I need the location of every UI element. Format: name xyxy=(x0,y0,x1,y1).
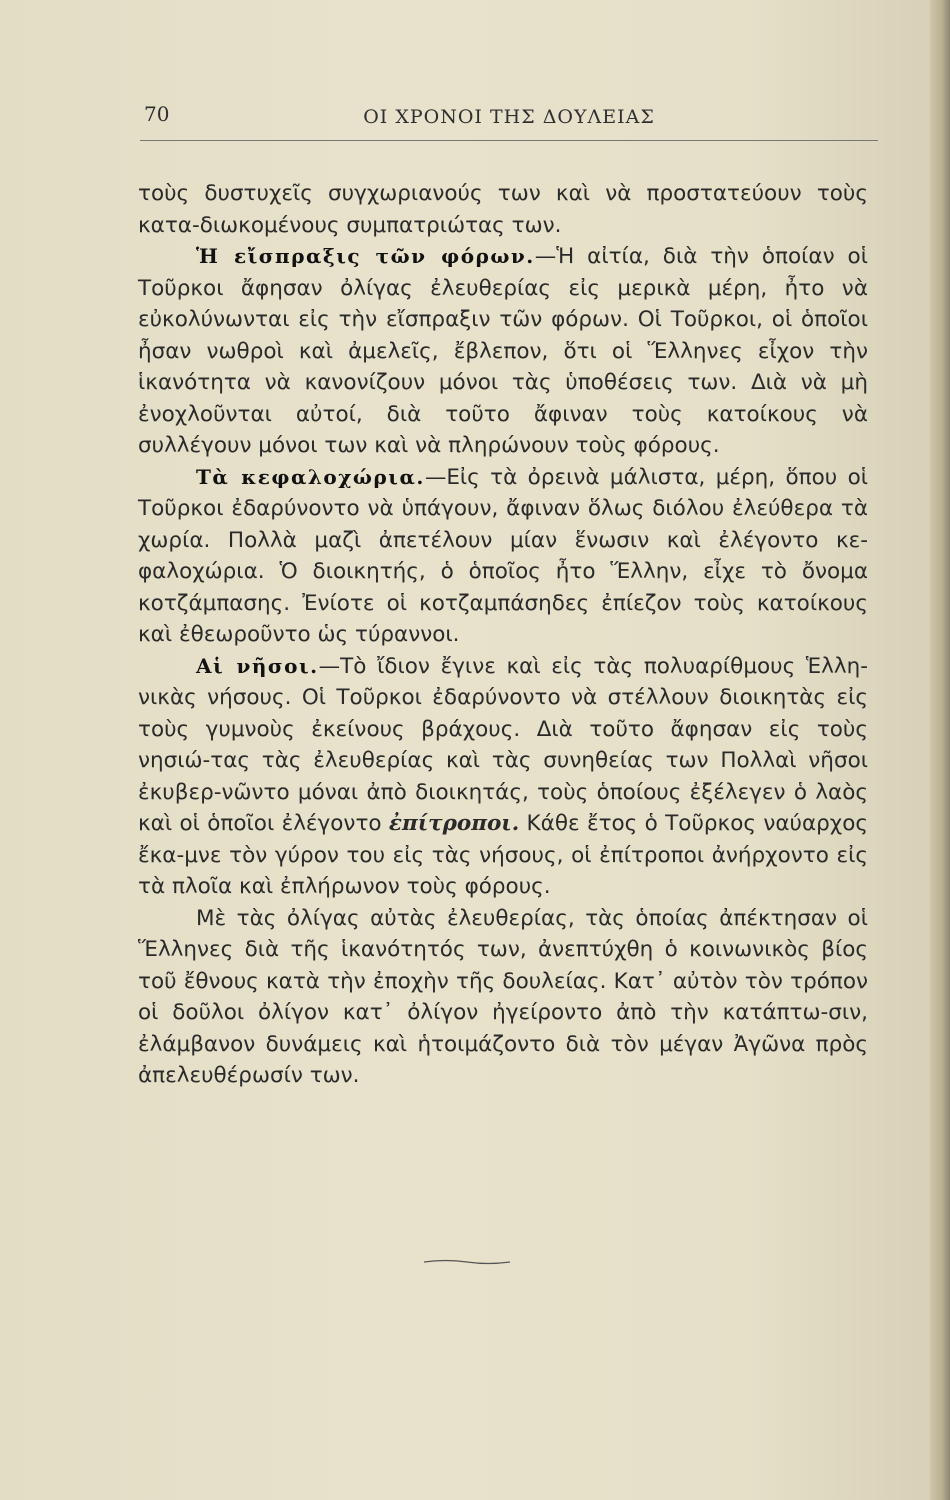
paragraph-text: τοὺς δυστυχεῖς συγχωριανούς των καὶ νὰ προστατεύουν τοὺς κατα-διωκομένους συμπατριώτας των. xyxy=(138,181,868,238)
running-title: ΟΙ ΧΡΟΝΟΙ ΤΗΣ ΔΟΥΛΕΙΑΣ xyxy=(363,106,655,128)
end-ornament xyxy=(422,1257,512,1267)
paragraph-text: —Εἰς τὰ ὀρεινὰ μάλιστα, μέρη, ὅπου οἱ Τοῦρκοι ἐδαρύνοντο νὰ ὑπάγουν, ἄφιναν ὅλως διόλου ἐλεύθερα τὰ χωρία. Πολλὰ μαζὶ ἀπετέλουν μίαν ἕνωσιν καὶ ἐλέγοντο κε-φαλοχώρια. Ὁ διοικητής, ὁ ὁποῖος ἦτο Ἕλλην, εἶχε τὸ ὄνομα κοτζάμπασης. Ἐνίοτε οἱ κοτζαμπάσηδες ἐπίεζον τοὺς κατοίκους καὶ ἐθεωροῦντο ὡς τύραννοι. xyxy=(138,464,869,647)
section-heading: Τὰ κεφαλοχώρια. xyxy=(196,464,425,489)
section-heading: Ἡ εἴσπραξις τῶν φόρων. xyxy=(196,244,535,268)
paragraph-text: Κάθε ἔτος ὁ Τοῦρκος ναύαρχος ἔκα-μνε τὸν γύρον του εἰς τὰς νήσους, οἱ ἐπίτροποι ἀνήρχοντο εἰς τὰ πλοῖα καὶ ἐπλήρωνον τοὺς φόρους. xyxy=(138,811,868,899)
running-header xyxy=(140,100,878,141)
page-number: 70 xyxy=(144,102,170,126)
book-spine-edge xyxy=(930,0,950,1500)
paragraph-islands xyxy=(138,651,868,903)
paragraph-text: —Τὸ ἴδιον ἔγινε καὶ εἰς τὰς πολυαρίθμους Ἑλλη-νικὰς νήσους. Οἱ Τοῦρκοι ἐδαρύνοντο νὰ στέλλουν διοικητὰς εἰς τοὺς γυμνοὺς ἐκείνους βράχους. Διὰ τοῦτο ἄφησαν εἰς τοὺς νησιώ-τας τὰς ἐλευθερίας καὶ τὰς συνηθείας των Πολλαὶ νῆσοι ἐκυβερ-νῶντο μόναι ἀπὸ διοικητάς, τοὺς ὁποίους ἐξέλεγεν ὁ λαὸς καὶ οἱ ὁποῖοι ἐλέγοντο xyxy=(138,653,868,836)
paragraph-text: —Ἡ αἰτία, διὰ τὴν ὁποίαν οἱ Τοῦρκοι ἄφησαν ὀλίγας ἐλευθερίας εἰς μερικὰ μέρη, ἦτο νὰ εὐκολύνωνται εἰς τὴν εἴσπραξιν τῶν φόρων. Οἱ Τοῦρκοι, οἱ ὁποῖοι ἦσαν νωθροὶ καὶ ἀμελεῖς, ἔβλεπον, ὅτι οἱ Ἕλληνες εἶχον τὴν ἱκανότητα νὰ κανονίζουν μόνοι τὰς ὑποθέσεις των. Διὰ νὰ μὴ ἐνοχλοῦνται αὐτοί, διὰ τοῦτο ἄφιναν τοὺς κατοίκους νὰ συλλέγουν μόνοι των καὶ νὰ πληρώνουν τοὺς φόρους. xyxy=(138,244,868,458)
paragraph-continuation xyxy=(138,178,868,241)
paragraph-tax-collection xyxy=(138,241,868,462)
body-text xyxy=(138,178,868,1092)
paragraph-conclusion xyxy=(138,903,868,1092)
emphasized-term: ἐπίτροποι. xyxy=(388,811,520,836)
paragraph-kefalochoria xyxy=(138,462,868,651)
section-heading: Αἱ νῆσοι. xyxy=(196,653,319,678)
paragraph-text: Μὲ τὰς ὀλίγας αὐτὰς ἐλευθερίας, τὰς ὁποίας ἀπέκτησαν οἱ Ἕλληνες διὰ τῆς ἱκανότητός των, ἀνεπτύχθη ὁ κοινωνικὸς βίος τοῦ ἔθνους κατὰ τὴν ἐποχὴν τῆς δουλείας. Κατ᾽ αὐτὸν τὸν τρόπον οἱ δοῦλοι ὀλίγον κατ᾽ ὀλίγον ἠγείροντο ἀπὸ τὴν κατάπτω-σιν, ἐλάμβανον δυνάμεις καὶ ἡτοιμάζοντο διὰ τὸν μέγαν Ἀγῶνα πρὸς ἀπελευθέρωσίν των. xyxy=(138,905,868,1088)
